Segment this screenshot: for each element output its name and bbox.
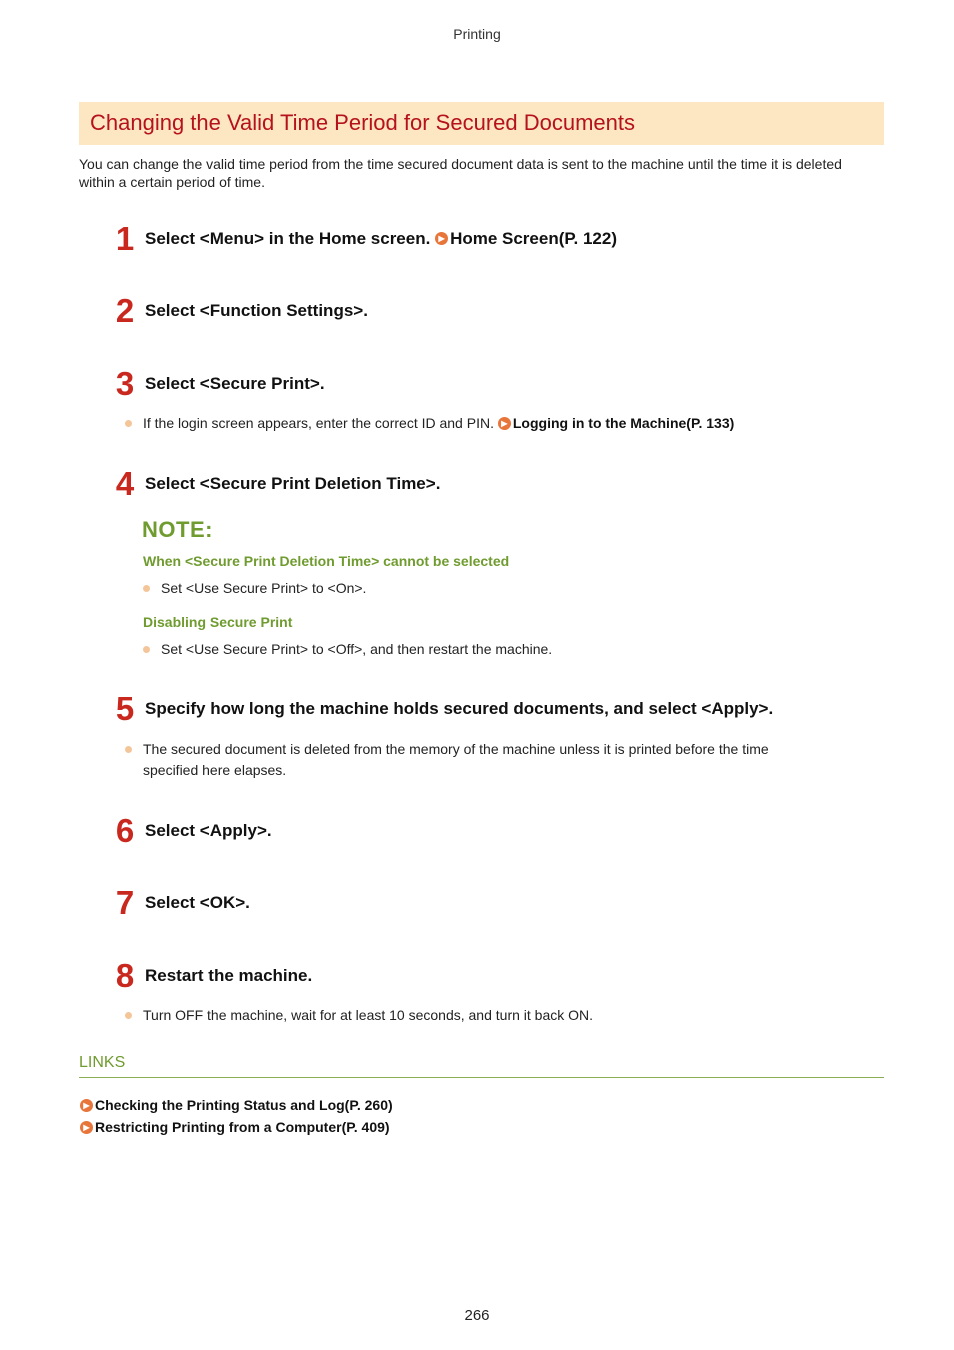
bullet-text: Turn OFF the machine, wait for at least 10 seconds, and turn it back ON. — [143, 1007, 594, 1023]
intro-paragraph: You can change the valid time period from the time secured document data is sent to the machine until the time it is deleted within a certain period of time. — [79, 156, 842, 190]
links-divider — [79, 1077, 884, 1078]
step-number: 4 — [115, 465, 135, 502]
step-instruction: Restart the machine. — [145, 966, 313, 985]
note-title: NOTE: — [142, 517, 213, 542]
login-link[interactable] — [498, 415, 734, 431]
bullet-line: The secured document is deleted from the memory of the machine unless it is printed before the time — [143, 741, 769, 757]
links-heading: LINKS — [79, 1054, 126, 1071]
bullet-text: Set <Use Secure Print> to <On>. — [161, 580, 367, 596]
bullet-sentence: If the login screen appears, enter the correct ID and PIN. — [143, 415, 494, 431]
home-screen-link-label: Home Screen(P. 122) — [450, 229, 617, 248]
step-number: 1 — [115, 220, 135, 257]
step-instruction: Specify how long the machine holds secured documents, and select <Apply>. — [145, 699, 774, 718]
link-arrow-icon: ▶ — [80, 1099, 93, 1112]
note-heading: Disabling Secure Print — [143, 614, 293, 630]
link-arrow-icon: ▶ — [80, 1121, 93, 1134]
step-number: 5 — [115, 690, 135, 727]
step-instruction: Select <OK>. — [145, 893, 250, 912]
page-title-bar — [79, 102, 884, 145]
step-instruction: Select <Menu> in the Home screen. — [145, 229, 431, 248]
running-header: Printing — [453, 26, 501, 42]
step-number: 7 — [115, 884, 135, 921]
note-heading: When <Secure Print Deletion Time> cannot be selected — [143, 553, 510, 569]
bullet-text — [143, 413, 734, 434]
home-screen-link[interactable] — [435, 229, 617, 248]
step-number: 3 — [115, 365, 135, 402]
page-title: Changing the Valid Time Period for Secured Documents — [90, 110, 635, 135]
bullet-dot-icon — [125, 1012, 132, 1019]
bullet-text — [143, 739, 769, 781]
step-number: 8 — [115, 957, 135, 994]
login-link-label: Logging in to the Machine(P. 133) — [512, 415, 735, 431]
restricting-printing-link-label: Restricting Printing from a Computer(P. 409) — [95, 1119, 390, 1135]
step-instruction: Select <Secure Print>. — [145, 374, 325, 393]
printing-status-link[interactable] — [80, 1097, 393, 1113]
step-text — [145, 228, 617, 250]
step-instruction: Select <Apply>. — [145, 821, 272, 840]
link-arrow-icon: ▶ — [435, 232, 448, 245]
step-number: 6 — [115, 812, 135, 849]
step-number: 2 — [115, 292, 135, 329]
bullet-dot-icon — [125, 746, 132, 753]
printing-status-link-label: Checking the Printing Status and Log(P. 260) — [95, 1097, 393, 1113]
bullet-dot-icon — [143, 585, 150, 592]
link-arrow-icon: ▶ — [498, 417, 511, 430]
bullet-text: Set <Use Secure Print> to <Off>, and then restart the machine. — [161, 641, 553, 657]
bullet-line: specified here elapses. — [143, 762, 287, 778]
step-instruction: Select <Function Settings>. — [145, 301, 368, 320]
restricting-printing-link[interactable] — [80, 1119, 390, 1135]
bullet-dot-icon — [143, 646, 150, 653]
page-number: 266 — [464, 1307, 490, 1324]
step-instruction: Select <Secure Print Deletion Time>. — [145, 474, 441, 493]
bullet-dot-icon — [125, 420, 132, 427]
